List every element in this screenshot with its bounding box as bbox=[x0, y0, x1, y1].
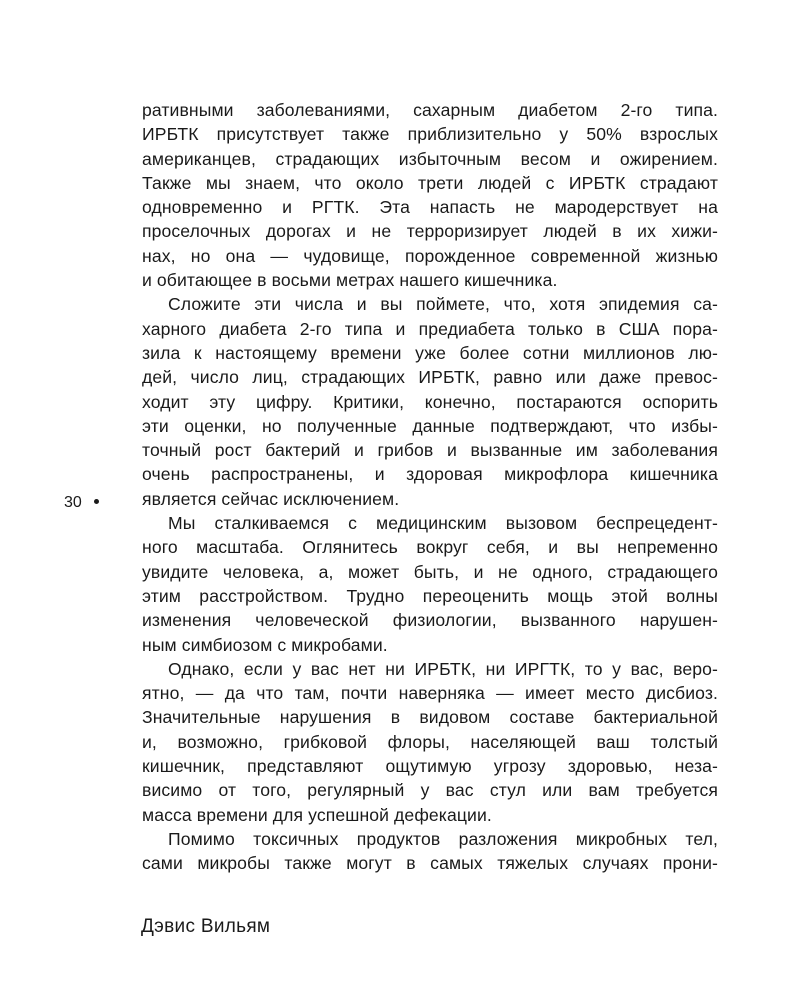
text-line: эти оценки, но полученные данные подтверждают, что избы- bbox=[142, 415, 718, 436]
text-line: проселочных дорогах и не терроризирует людей в их хижи- bbox=[142, 221, 718, 242]
text-line: ным симбиозом с микробами. bbox=[142, 634, 388, 655]
page-number-label: 30 bbox=[64, 494, 82, 511]
text-line: одновременно и РГТК. Эта напасть не мародерствует на bbox=[142, 197, 718, 218]
text-line: Также мы знаем, что около трети людей с ИРБТК страдают bbox=[142, 172, 718, 193]
text-line: Мы сталкиваемся с медицинским вызовом беспрецедент- bbox=[168, 513, 718, 534]
text-line: этим расстройством. Трудно переоценить мощь этой волны bbox=[142, 585, 718, 606]
text-line: Сложите эти числа и вы поймете, что, хотя эпидемия са- bbox=[168, 294, 718, 315]
text-line: зила к настоящему времени уже более сотни миллионов лю- bbox=[142, 342, 718, 363]
text-line: очень распространены, и здоровая микрофлора кишечника bbox=[142, 464, 718, 485]
text-line: дей, число лиц, страдающих ИРБТК, равно или даже превос- bbox=[142, 367, 718, 388]
text-line: ного масштаба. Оглянитесь вокруг себя, и вы непременно bbox=[142, 537, 718, 558]
text-line: сами микробы также могут в самых тяжелых случаях прони- bbox=[142, 853, 718, 874]
running-footer-author: Дэвис Вильям bbox=[141, 916, 271, 937]
text-line: изменения человеческой физиологии, вызванного нарушен- bbox=[142, 610, 718, 631]
text-line: ходит эту цифру. Критики, конечно, постараются оспорить bbox=[142, 391, 718, 412]
text-line: масса времени для успешной дефекации. bbox=[142, 804, 492, 825]
text-line: Помимо токсичных продуктов разложения микробных тел, bbox=[168, 828, 718, 849]
text-line: висимо от того, регулярный у вас стул или вам требуется bbox=[142, 780, 718, 801]
body-text bbox=[142, 98, 718, 876]
text-line: Значительные нарушения в видовом составе бактериальной bbox=[142, 707, 718, 728]
text-line: и обитающее в восьми метрах нашего кишечника. bbox=[142, 270, 558, 291]
text-line: американцев, страдающих избыточным весом и ожирением. bbox=[142, 148, 718, 169]
text-line: нах, но она — чудовище, порожденное современной жизнью bbox=[142, 245, 718, 266]
text-line: кишечник, представляют ощутимую угрозу здоровью, неза- bbox=[142, 756, 718, 777]
page-number bbox=[64, 491, 99, 515]
text-line: точный рост бактерий и грибов и вызванные им заболевания bbox=[142, 440, 718, 461]
text-line: увидите человека, а, может быть, и не одного, страдающего bbox=[142, 561, 718, 582]
text-line: ративными заболеваниями, сахарным диабетом 2-го типа. bbox=[142, 100, 718, 120]
text-line: является сейчас исключением. bbox=[142, 488, 400, 509]
text-line: харного диабета 2-го типа и предиабета только в США пора- bbox=[142, 318, 718, 339]
text-line: ятно, — да что там, почти наверняка — имеет место дисбиоз. bbox=[142, 683, 718, 704]
bullet-icon bbox=[94, 499, 99, 504]
text-line: ИРБТК присутствует также приблизительно у 50% взрослых bbox=[142, 124, 718, 145]
text-line: Однако, если у вас нет ни ИРБТК, ни ИРГТК, то у вас, веро- bbox=[168, 658, 718, 679]
text-line: и, возможно, грибковой флоры, населяющей ваш толстый bbox=[142, 731, 718, 752]
